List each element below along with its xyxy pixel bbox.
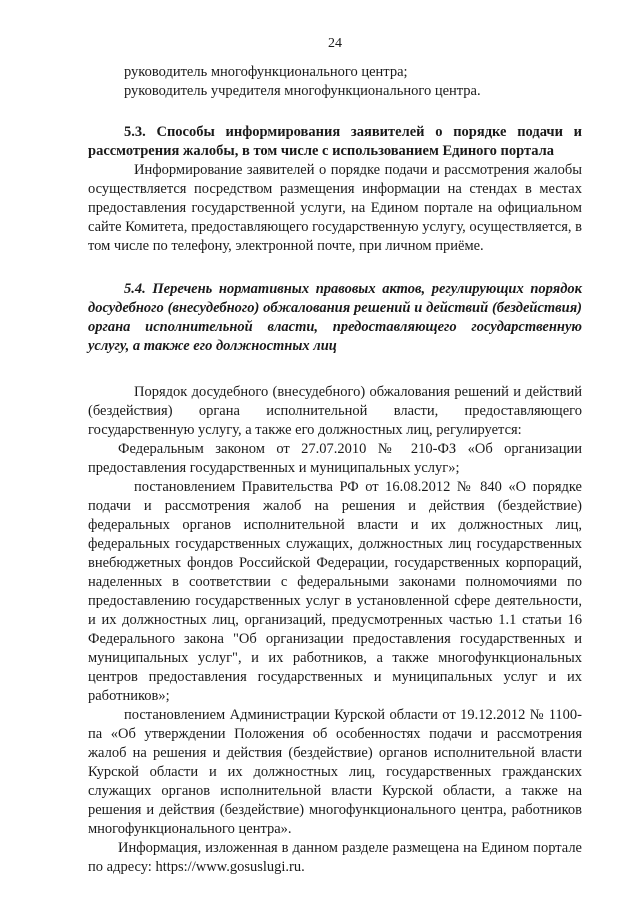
- section-5-4-heading: 5.4. Перечень нормативных правовых актов, регулирующих порядок досудебного (внесудебного) обжалования решений и действий (бездействия) органа исполнительной власти, предоставляющего государственную услугу, а также его должностных лиц: [88, 281, 582, 354]
- section-5-4-paragraph-5: Информация, изложенная в данном разделе размещена на Едином портале по адресу: https://www.gosuslugi.ru.: [88, 840, 582, 875]
- section-5-4-paragraph-4: постановлением Администрации Курской области от 19.12.2012 № 1100-па «Об утверждении Положения об особенностях подачи и рассмотрения жалоб на решения и действия (бездействие) органов исполнительной власти Курской области и их должностных лиц, государственных гражданских служащих органов исполнительной власти Курской области, а также на решения и действия (бездействие) многофункционального центра, работников многофункционального центра».: [88, 707, 582, 837]
- section-5-3-heading: 5.3. Способы информирования заявителей о порядке подачи и рассмотрения жалобы, в том числе с использованием Единого портала: [88, 124, 582, 159]
- section-5-4-paragraph-1: Порядок досудебного (внесудебного) обжалования решений и действий (бездействия) органа исполнительной власти, предоставляющего государственную услугу, а также его должностных лиц, регулируется:: [88, 384, 582, 438]
- intro-line-1: руководитель многофункционального центра;: [124, 64, 408, 80]
- document-page: [88, 0, 582, 905]
- section-5-3-paragraph: Информирование заявителей о порядке подачи и рассмотрения жалобы осуществляется посредством размещения информации на стендах в местах предоставления государственной услуги, на Едином портале на официальном сайте Комитета, предоставляющего государственную услугу, осуществляется, в том числе по телефону, электронной почте, при личном приёме.: [88, 162, 582, 254]
- section-5-4-paragraph-3: постановлением Правительства РФ от 16.08.2012 № 840 «О порядке подачи и рассмотрения жалоб на решения и действия (бездействие) федеральных органов исполнительной власти и их должностных лиц, федеральных государственных служащих, должностных лиц государственных внебюджетных фондов Российской Федерации, государственных корпораций, наделенных в соответствии с федеральными законами полномочиями по предоставлению государственных услуг в установленной сфере деятельности, и их должностных лиц, организаций, предусмотренных частью 1.1 статьи 16 Федерального закона "Об организации предоставления государственных и муниципальных услуг", и их работников, а также многофункциональных центров предоставления государственных и муниципальных услуг и их работников»;: [88, 479, 582, 704]
- page-number: 24: [328, 36, 342, 51]
- intro-line-2: руководитель учредителя многофункционального центра.: [124, 83, 481, 99]
- section-5-4-paragraph-2: Федеральным законом от 27.07.2010 № 210-ФЗ «Об организации предоставления государственных и муниципальных услуг»;: [88, 441, 582, 476]
- document-body: [88, 63, 582, 877]
